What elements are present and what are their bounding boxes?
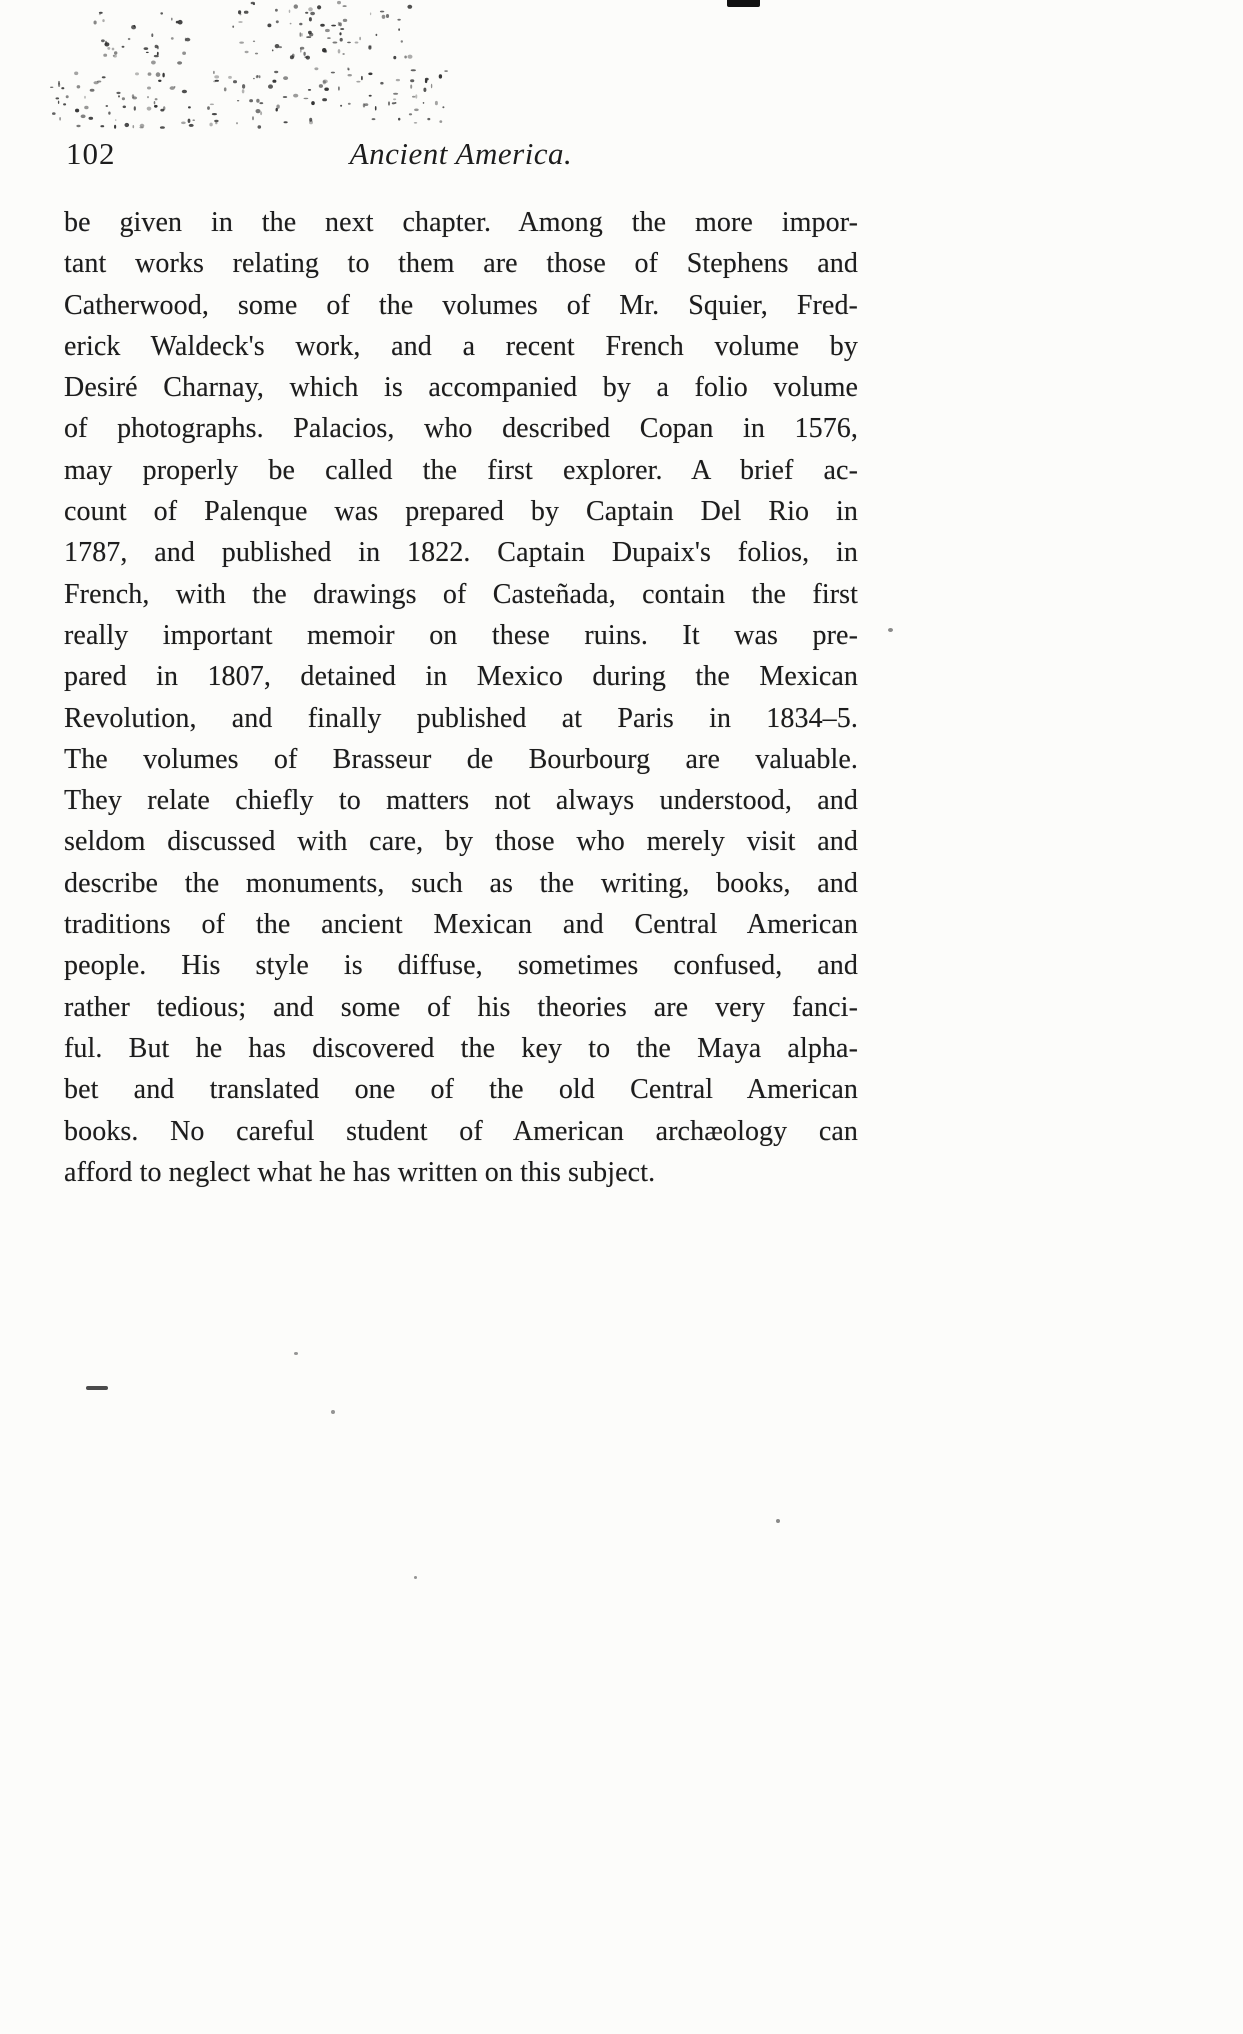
- page-header: [64, 134, 858, 178]
- text-line: Desiré Charnay, which is accompanied by a folio volume: [64, 372, 858, 404]
- text-line: The volumes of Brasseur de Bourbourg are valuable.: [64, 743, 858, 775]
- body-text: [64, 202, 858, 1193]
- text-line: of photographs. Palacios, who described Copan in 1576,: [64, 413, 858, 445]
- text-line: bet and translated one of the old Central American: [64, 1074, 858, 1106]
- text-line: Catherwood, some of the volumes of Mr. Squier, Fred-: [64, 289, 858, 321]
- text-line: French, with the drawings of Casteñada, contain the first: [64, 578, 858, 610]
- scan-speckle-artifacts: [0, 0, 1243, 150]
- text-line: seldom discussed with care, by those who merely visit and: [64, 826, 858, 858]
- text-line: erick Waldeck's work, and a recent French volume by: [64, 330, 858, 362]
- ink-speck: [86, 1386, 108, 1390]
- text-line: 1787, and published in 1822. Captain Dupaix's folios, in: [64, 537, 858, 569]
- page-content: [64, 134, 858, 1193]
- text-line: Revolution, and finally published at Paris in 1834–5.: [64, 702, 858, 734]
- text-line: afford to neglect what he has written on this subject.: [64, 1156, 656, 1188]
- scan-corner-mark: [727, 0, 760, 7]
- text-line: really important memoir on these ruins. It was pre-: [64, 619, 858, 651]
- text-line: They relate chiefly to matters not always understood, and: [64, 785, 858, 817]
- text-line: tant works relating to them are those of Stephens and: [64, 248, 858, 280]
- text-line: be given in the next chapter. Among the more impor-: [64, 207, 858, 238]
- text-line: describe the monuments, such as the writing, books, and: [64, 867, 858, 899]
- text-line: rather tedious; and some of his theories are very fanci-: [64, 991, 858, 1023]
- text-line: pared in 1807, detained in Mexico during the Mexican: [64, 661, 858, 693]
- ink-speck: [776, 1519, 780, 1523]
- ink-speck: [414, 1576, 417, 1579]
- running-title: Ancient America.: [349, 136, 573, 171]
- ink-speck: [331, 1410, 335, 1414]
- page-number: 102: [66, 136, 116, 171]
- text-line: ful. But he has discovered the key to the Maya alpha-: [64, 1032, 858, 1064]
- ink-speck: [294, 1352, 298, 1355]
- text-line: people. His style is diffuse, sometimes confused, and: [64, 950, 858, 982]
- text-line: count of Palenque was prepared by Captain Del Rio in: [64, 496, 858, 528]
- text-line: traditions of the ancient Mexican and Central American: [64, 909, 858, 941]
- text-line: may properly be called the first explorer. A brief ac-: [64, 454, 858, 486]
- ink-speck: [888, 628, 893, 632]
- text-line: books. No careful student of American archæology can: [64, 1115, 858, 1147]
